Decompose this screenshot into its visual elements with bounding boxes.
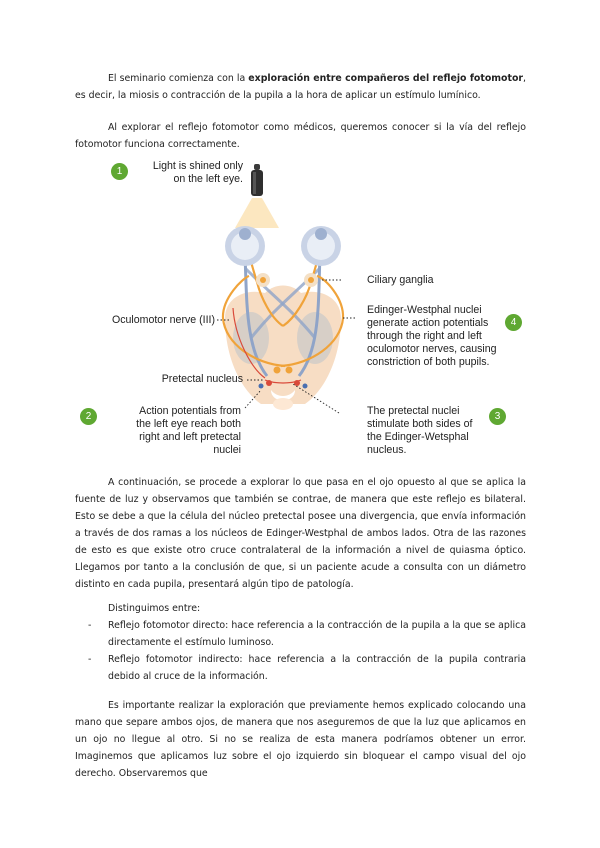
oculomotor-label (75, 314, 215, 327)
list-item (75, 651, 526, 685)
step-2-line-4: nuclei (213, 444, 241, 456)
ciliary-ganglia-label (367, 274, 434, 287)
step-4-line-3: through the right and left (367, 330, 482, 342)
list-item-text: Reflejo fotomotor directo: hace referencia a la contracción de la pupila a la que se aplica directamente el estímulo luminoso. (108, 620, 526, 648)
step-3-badge: 3 (489, 408, 506, 425)
step-1-label (133, 160, 243, 186)
bullet-dash: - (88, 654, 92, 665)
step-2-label (101, 405, 241, 457)
list-intro-text: Distinguimos entre: (108, 603, 201, 614)
step-2-line-3: right and left pretectal (139, 431, 241, 443)
step-3-line-3: the Edinger-Wetsphal (367, 431, 469, 443)
step-4-line-4: oculomotor nerves, causing (367, 343, 497, 355)
step-2-line-1: Action potentials from (139, 405, 241, 417)
right-eye (301, 226, 341, 266)
pretectal-nucleus-right (294, 380, 300, 386)
list-item-text: Reflejo fotomotor indirecto: hace referencia a la contracción de la pupila contraria debido al cruce de la información. (108, 654, 526, 682)
paragraph-4-text: Es importante realizar la exploración que previamente hemos explicado colocando una mano que separe ambos ojos, de manera que nos aseguremos de que la luz que aplicamos en un ojo no llegue al otro. Si no se realiza de esta manera podríamos obtener un error. Imaginemos que aplicamos luz sobre el ojo izquierdo sin bloquear el campo visual del ojo derecho. Observaremos que (75, 700, 526, 779)
ew-nucleus-right (286, 367, 293, 374)
pretectal-nucleus-text: Pretectal nucleus (161, 373, 243, 385)
intro-text-start: El seminario comienza con la (108, 73, 249, 84)
step-4-line-2: generate action potentials (367, 317, 489, 329)
step-2-line-2: the left eye reach both (136, 418, 241, 430)
step-1-badge: 1 (111, 163, 128, 180)
list-intro (108, 600, 200, 617)
pretectal-blue-left (259, 384, 264, 389)
intro-bold-text: exploración entre compañeros del reflejo fotomotor (248, 73, 524, 84)
intro-text-end: , es decir, la miosis o contracción de la pupila a la hora de aplicar un estímulo lumínico. (75, 73, 527, 101)
step-3-line-1: The pretectal nuclei (367, 405, 460, 417)
bullet-dash: - (88, 620, 92, 631)
ew-nucleus-left (274, 367, 281, 374)
list-item (75, 617, 526, 651)
step-3-line-4: nucleus. (367, 444, 407, 456)
paragraph-2 (75, 119, 526, 153)
light-beam (235, 198, 279, 228)
intro-paragraph (75, 70, 526, 104)
step-1-line-2: on the left eye. (173, 173, 243, 185)
step-4-badge: 4 (505, 314, 522, 331)
ciliary-ganglia (256, 273, 318, 287)
step-1-line-1: Light is shined only (152, 160, 243, 172)
pretectal-blue-right (303, 384, 308, 389)
step-4-line-1: Edinger-Westphal nuclei (367, 304, 482, 316)
paragraph-2-text: Al explorar el reflejo fotomotor como médicos, queremos conocer si la vía del reflejo fotomotor funciona correctamente. (75, 122, 526, 150)
flashlight-icon (251, 164, 263, 196)
pupillary-reflex-diagram (75, 158, 526, 458)
pretectal-nucleus-label (75, 373, 243, 386)
step-4-line-5: constriction of both pupils. (367, 356, 490, 368)
paragraph-4 (75, 697, 526, 782)
step-4-label (367, 304, 507, 369)
ciliary-ganglia-text: Ciliary ganglia (367, 274, 434, 286)
paragraph-3-text: A continuación, se procede a explorar lo que pasa en el ojo opuesto al que se aplica la fuente de luz y observamos que también se contrae, de manera que este reflejo es bilateral. Esto se debe a que la célula del núcleo pretectal posee una divergencia, que envía información a través de dos ramas a los núcleos de Edinger-Westphal de ambos lados. Otra de las razones de esto es que existe otro cruce contralateral de la información a nivel de quiasma óptico. Llegamos por tanto a la conclusión de que, si un paciente acude a consulta con un diámetro distinto en cada pupila, presentará algún tipo de patología. (75, 477, 526, 590)
pretectal-nucleus-left (266, 380, 272, 386)
paragraph-3 (75, 474, 526, 593)
oculomotor-text: Oculomotor nerve (III) (111, 314, 215, 326)
step-3-line-2: stimulate both sides of (367, 418, 473, 430)
left-eye (225, 226, 265, 266)
step-3-label (367, 405, 497, 457)
step-2-badge: 2 (80, 408, 97, 425)
